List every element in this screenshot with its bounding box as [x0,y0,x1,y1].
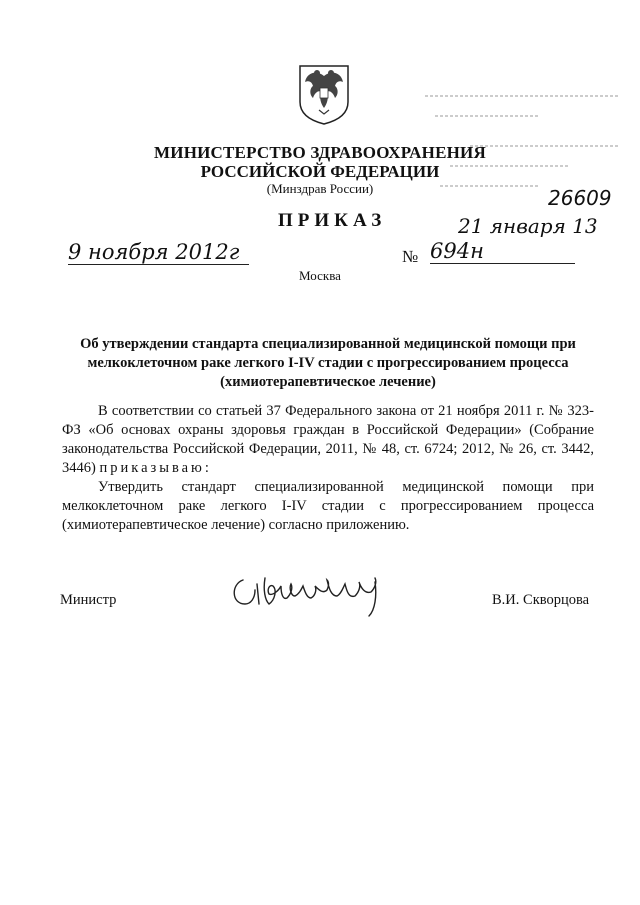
document-body [62,402,594,535]
order-number: 694н [430,239,575,264]
signatory-name: В.И. Скворцова [492,592,590,608]
ministry-short-name: (Минздрав России) [266,181,374,196]
body-paragraph-1 [62,402,594,478]
registration-date: 21 января 13 [458,214,598,238]
order-command: приказываю: [99,460,212,476]
document-heading: Об утверждении стандарта специализированной медицинской помощи при мелкоклеточном раке легкого I-IV стадии с прогрессированием процесса (химиотерапевтическое лечение) [80,336,576,390]
signatory-position: Министр [60,592,117,608]
russian-coat-of-arms-icon [297,62,351,126]
handwritten-signature [225,560,395,620]
registration-number: 26609 [548,186,612,210]
body-paragraph-2: Утвердить стандарт специализированной медицинской помощи при мелкоклеточном раке легкого I-IV стадии с прогрессированием процесса (химиотерапевтическое лечение) согласно приложению. [62,479,594,533]
ministry-name-line1: МИНИСТЕРСТВО ЗДРАВООХРАНЕНИЯ [154,143,486,162]
ministry-name-line2: РОССИЙСКОЙ ФЕДЕРАЦИИ [200,162,440,181]
paragraph-1-text: В соответствии со статьей 37 Федерального закона от 21 ноября 2011 г. № 323-ФЗ «Об основах охраны здоровья граждан в Российской Федерации» (Собрание законодательства Российской Федерации, 2011, № 48, ст. 6724; 2012, № 26, ст. 3442, 3446) [62,403,594,476]
order-date: 9 ноября 2012г [68,240,249,265]
order-title: ПРИКАЗ [278,210,387,231]
number-sign: № [402,247,419,266]
city: Москва [299,268,341,283]
